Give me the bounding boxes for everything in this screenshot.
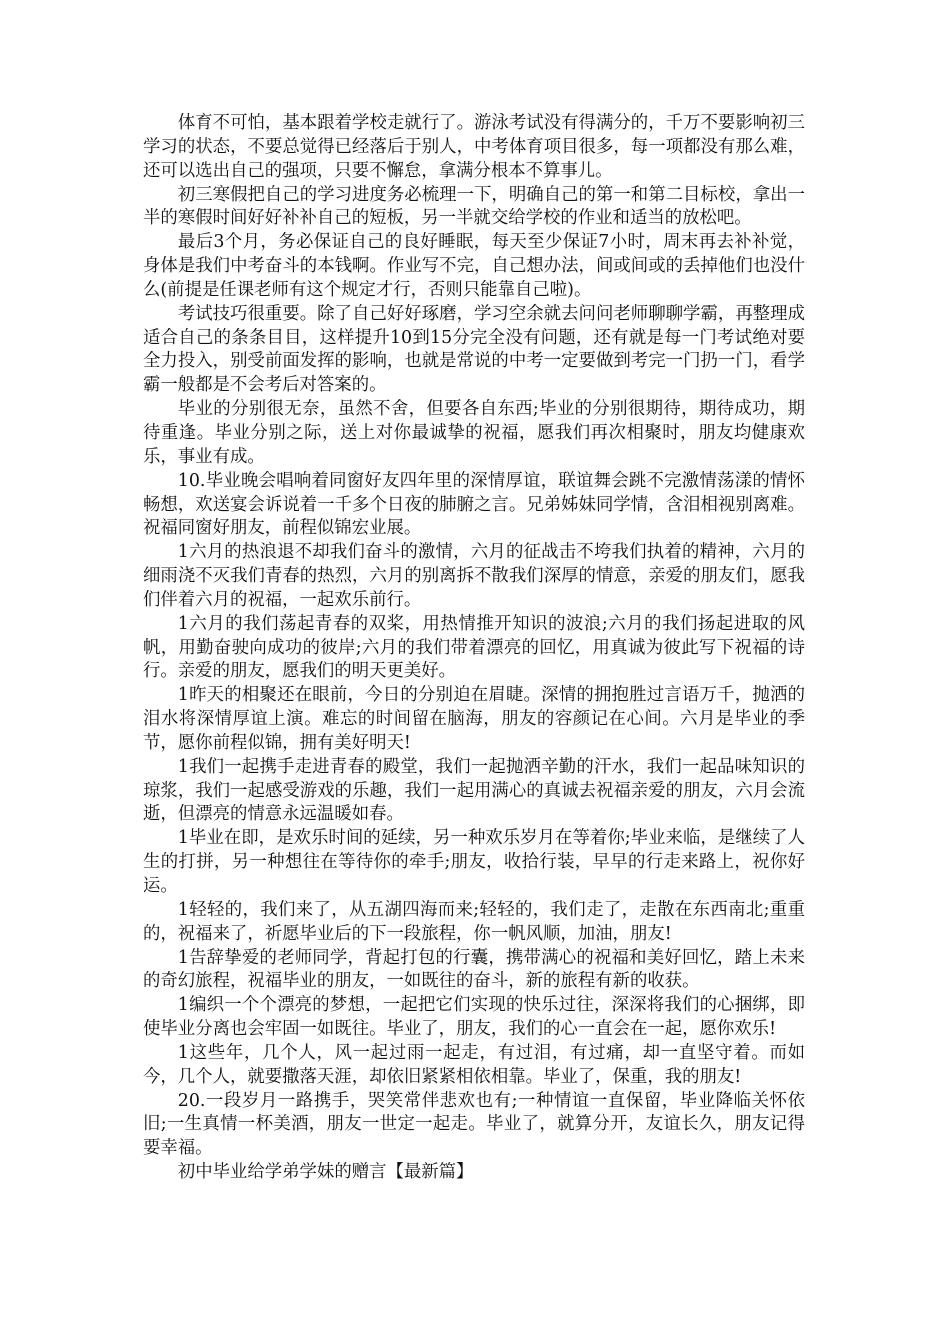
paragraph-2: 初三寒假把自己的学习进度务必梳理一下，明确自己的第一和第二目标校，拿出一半的寒假时间好好补补自己的短板，另一半就交给学校的作业和适当的放松吧。 xyxy=(143,184,805,229)
section-heading: 初中毕业给学弟学妹的赠言【最新篇】 xyxy=(177,1162,474,1183)
document-body xyxy=(143,112,805,1185)
paragraph-10: 1我们一起携手走进青春的殿堂，我们一起抛洒辛勤的汗水，我们一起品味知识的琼浆，我们一起感受游戏的乐趣，我们一起用满心的真诚去祝福亲爱的朋友，六月会流逝，但漂亮的情意永远温暖如春。 xyxy=(143,756,805,825)
paragraph-15: 1这些年，几个人，风一起过雨一起走，有过泪，有过痛，却一直坚守着。而如今，几个人，就要撒落天涯，却依旧紧紧相依相靠。毕业了，保重，我的朋友! xyxy=(143,1042,805,1087)
paragraph-3: 最后3个月，务必保证自己的良好睡眠，每天至少保证7小时，周末再去补补觉，身体是我们中考奋斗的本钱啊。作业写不完，自己想办法，间或间或的丢掉他们也没什么(前提是任课老师有这个规定才行，否则只能靠自己啦)。 xyxy=(143,232,805,300)
paragraph-14: 1编织一个个漂亮的梦想，一起把它们实现的快乐过往，深深将我们的心捆绑，即使毕业分离也会牢固一如既往。毕业了，朋友，我们的心一直会在一起，愿你欢乐! xyxy=(143,995,805,1040)
paragraph-7: 1六月的热浪退不却我们奋斗的激情，六月的征战击不垮我们执着的精神，六月的细雨浇不灭我们青春的热烈，六月的别离拆不散我们深厚的情意，亲爱的朋友们，愿我们伴着六月的祝福，一起欢乐前行。 xyxy=(143,542,805,610)
paragraph-1: 体育不可怕，基本跟着学校走就行了。游泳考试没有得满分的，千万不要影响初三学习的状态，不要总觉得已经落后于别人，中考体育项目很多，每一项都没有那么难，还可以选出自己的强项，只要不懈怠，拿满分根本不算事儿。 xyxy=(143,113,805,181)
paragraph-13: 1告辞挚爱的老师同学，背起打包的行囊，携带满心的祝福和美好回忆，踏上未来的奇幻旅程，祝福毕业的朋友，一如既往的奋斗，新的旅程有新的收获。 xyxy=(143,947,805,992)
paragraph-16: 20.一段岁月一路携手，哭笑常伴悲欢也有;一种情谊一直保留，毕业降临关怀依旧;一生真情一杯美酒，朋友一世定一起走。毕业了，就算分开，友谊长久，朋友记得要幸福。 xyxy=(143,1090,805,1159)
paragraph-8: 1六月的我们荡起青春的双桨，用热情推开知识的波浪;六月的我们扬起进取的风帆，用勤奋驶向成功的彼岸;六月的我们带着漂亮的回忆，用真诚为彼此写下祝福的诗行。亲爱的朋友，愿我们的明天更美好。 xyxy=(143,613,805,682)
paragraph-5: 毕业的分别很无奈，虽然不舍，但要各自东西;毕业的分别很期待，期待成功，期待重逢。毕业分别之际，送上对你最诚挚的祝福，愿我们再次相聚时，朋友均健康欢乐，事业有成。 xyxy=(143,399,805,467)
paragraph-6: 10.毕业晚会唱响着同窗好友四年里的深情厚谊，联谊舞会跳不完激情荡漾的情怀畅想，欢送宴会诉说着一千多个日夜的肺腑之言。兄弟姊妹同学情，含泪相视别离难。祝福同窗好朋友，前程似锦宏业展。 xyxy=(143,470,805,539)
paragraph-11: 1毕业在即，是欢乐时间的延续，另一种欢乐岁月在等着你;毕业来临，是继续了人生的打拼，另一种想往在等待你的牵手;朋友，收拾行装，早早的行走来路上，祝你好运。 xyxy=(143,828,805,896)
paragraph-9: 1昨天的相聚还在眼前，今日的分别迫在眉睫。深情的拥抱胜过言语万千，抛洒的泪水将深情厚谊上演。难忘的时间留在脑海，朋友的容颜记在心间。六月是毕业的季节，愿你前程似锦，拥有美好明天! xyxy=(143,685,805,753)
paragraph-4: 考试技巧很重要。除了自己好好琢磨，学习空余就去问问老师聊聊学霸，再整理成适合自己的条条目目，这样提升10到15分完全没有问题，还有就是每一门考试绝对要全力投入，别受前面发挥的影响，也就是常说的中考一定要做到考完一门扔一门，看学霸一般都是不会考后对答案的。 xyxy=(143,303,805,396)
paragraph-12: 1轻轻的，我们来了，从五湖四海而来;轻轻的，我们走了，走散在东西南北;重重的，祝福来了，祈愿毕业后的下一段旅程，你一帆风顺，加油，朋友! xyxy=(143,899,805,944)
